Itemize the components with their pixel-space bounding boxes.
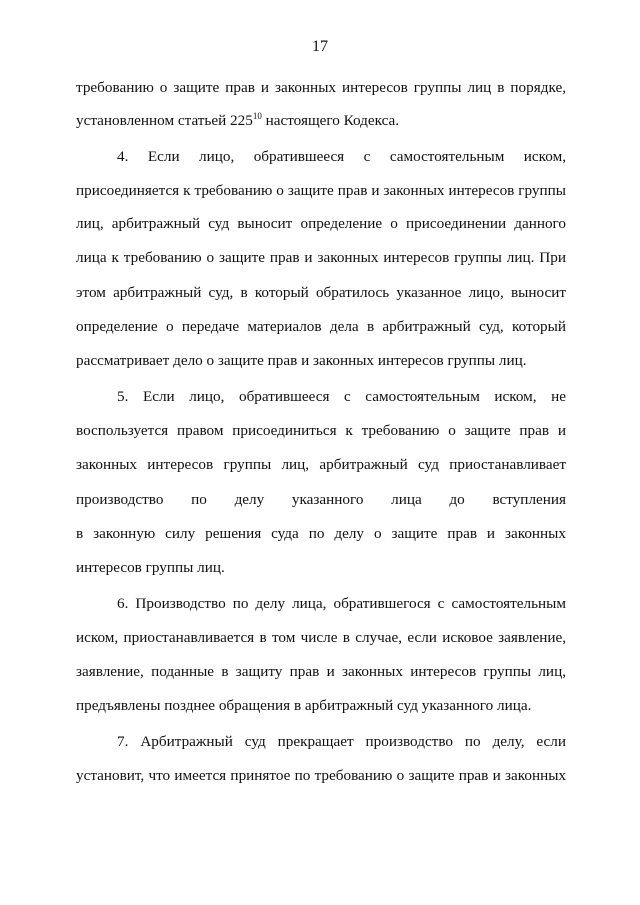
text-line: лица к требованию о защите прав и законных интересов группы лиц. При: [76, 249, 566, 266]
article-superscript: 10: [252, 110, 262, 121]
page-number: 17: [312, 38, 328, 55]
text-line: определение о передаче материалов дела в арбитражный суд, который: [76, 318, 566, 335]
text-line: интересов группы лиц.: [76, 559, 225, 576]
text-line: установит, что имеется принятое по требованию о защите прав и законных: [76, 767, 566, 784]
text-line: законных интересов группы лиц, арбитражный суд приостанавливает: [76, 456, 566, 473]
text-line: требованию о защите прав и законных интересов группы лиц в порядке,: [76, 79, 566, 96]
text-line: этом арбитражный суд, в который обратилось указанное лицо, выносит: [76, 284, 566, 301]
text-line: производство по делу указанного лица до вступления: [76, 491, 566, 508]
text-line: в законную силу решения суда по делу о защите прав и законных: [76, 525, 566, 542]
text-line: [76, 111, 566, 131]
text-fragment: настоящего Кодекса.: [261, 112, 400, 129]
text-line: иском, приостанавливается в том числе в случае, если исковое заявление,: [76, 629, 566, 646]
paragraph-6-first-line: 6. Производство по делу лица, обратившегося с самостоятельным: [117, 595, 566, 612]
text-line: рассматривает дело о защите прав и законных интересов группы лиц.: [76, 352, 527, 369]
paragraph-7-first-line: 7. Арбитражный суд прекращает производство по делу, если: [117, 733, 566, 750]
text-line: присоединяется к требованию о защите прав и законных интересов группы: [76, 182, 566, 199]
text-fragment: установленном статьей 225: [76, 112, 253, 129]
text-line: лиц, арбитражный суд выносит определение о присоединении данного: [76, 215, 566, 232]
text-line: предъявлены позднее обращения в арбитражный суд указанного лица.: [76, 697, 532, 714]
paragraph-5-first-line: 5. Если лицо, обратившееся с самостоятельным иском, не: [117, 388, 566, 405]
text-line: воспользуется правом присоединиться к требованию о защите прав и: [76, 422, 566, 439]
text-line: заявление, поданные в защиту прав и законных интересов группы лиц,: [76, 663, 566, 680]
paragraph-4-first-line: 4. Если лицо, обратившееся с самостоятельным иском,: [117, 148, 566, 165]
